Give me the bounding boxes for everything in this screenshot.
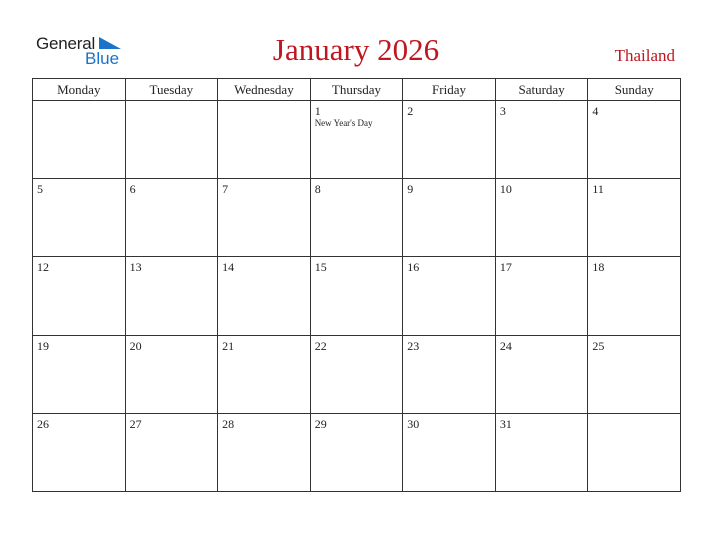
day-number: 18 [592,260,605,275]
weekday-header: Saturday [495,79,588,101]
day-number: 26 [37,416,49,431]
day-cell [588,257,681,335]
day-cell [310,413,403,491]
day-cell [125,257,218,335]
day-number: 3 [499,104,506,118]
day-cell [495,257,588,335]
week-row [33,335,681,413]
day-number: 7 [222,182,229,197]
day-number: 29 [314,416,327,431]
day-number: 22 [314,338,327,353]
day-number: 24 [499,338,512,353]
day-number: 1 [314,104,321,118]
day-cell [310,179,403,257]
day-cell [403,257,496,335]
day-cell [310,101,403,179]
day-cell [310,257,403,335]
day-number: 30 [407,416,420,431]
day-number: 31 [499,416,512,431]
weekday-header: Thursday [310,79,403,101]
day-number: 17 [499,260,512,275]
weekday-header: Wednesday [218,79,311,101]
day-cell [218,101,311,179]
day-cell [125,179,218,257]
day-number: 9 [407,182,414,197]
day-number: 5 [37,182,43,197]
week-row [33,413,681,491]
weekday-header: Tuesday [125,79,218,101]
day-cell [310,335,403,413]
weekday-header-row [33,79,681,101]
day-number: 2 [407,104,414,118]
day-number: 8 [314,182,321,197]
day-number: 15 [314,260,327,275]
day-cell [218,257,311,335]
day-number: 27 [129,416,142,431]
day-cell [33,257,126,335]
day-number: 14 [222,260,235,275]
day-cell [403,101,496,179]
page-title: January 2026 [272,32,440,67]
country-label: Thailand [614,46,675,65]
day-cell [33,335,126,413]
day-cell [588,179,681,257]
day-cell [495,101,588,179]
logo-text-general: General [36,34,96,53]
day-number: 12 [37,260,49,275]
weekday-header: Friday [403,79,496,101]
day-cell [33,413,126,491]
day-cell [33,101,126,179]
day-cell [403,179,496,257]
day-cell [125,101,218,179]
week-row [33,101,681,179]
day-cell [33,179,126,257]
day-cell [125,335,218,413]
day-cell [495,335,588,413]
day-cell [218,179,311,257]
day-number: 20 [129,338,142,353]
day-number: 21 [222,338,235,353]
weekday-header: Sunday [588,79,681,101]
day-cell [218,413,311,491]
day-number: 13 [129,260,142,275]
day-number: 28 [222,416,235,431]
day-number: 19 [37,338,49,353]
week-row [33,179,681,257]
weekday-header: Monday [33,79,126,101]
day-number: 10 [499,182,512,197]
day-cell [125,413,218,491]
logo-text-blue: Blue [85,49,120,68]
day-number: 25 [592,338,605,353]
holiday-label: New Year's Day [314,118,373,128]
day-number: 6 [129,182,136,197]
day-cell [588,413,681,491]
day-cell [588,101,681,179]
day-cell [495,179,588,257]
day-cell [588,335,681,413]
day-cell [403,335,496,413]
day-cell [403,413,496,491]
day-cell [218,335,311,413]
day-number: 11 [592,182,604,197]
day-number: 16 [407,260,420,275]
day-number: 23 [407,338,420,353]
calendar-grid [32,78,681,492]
week-row [33,257,681,335]
day-cell [495,413,588,491]
day-number: 4 [592,104,599,118]
